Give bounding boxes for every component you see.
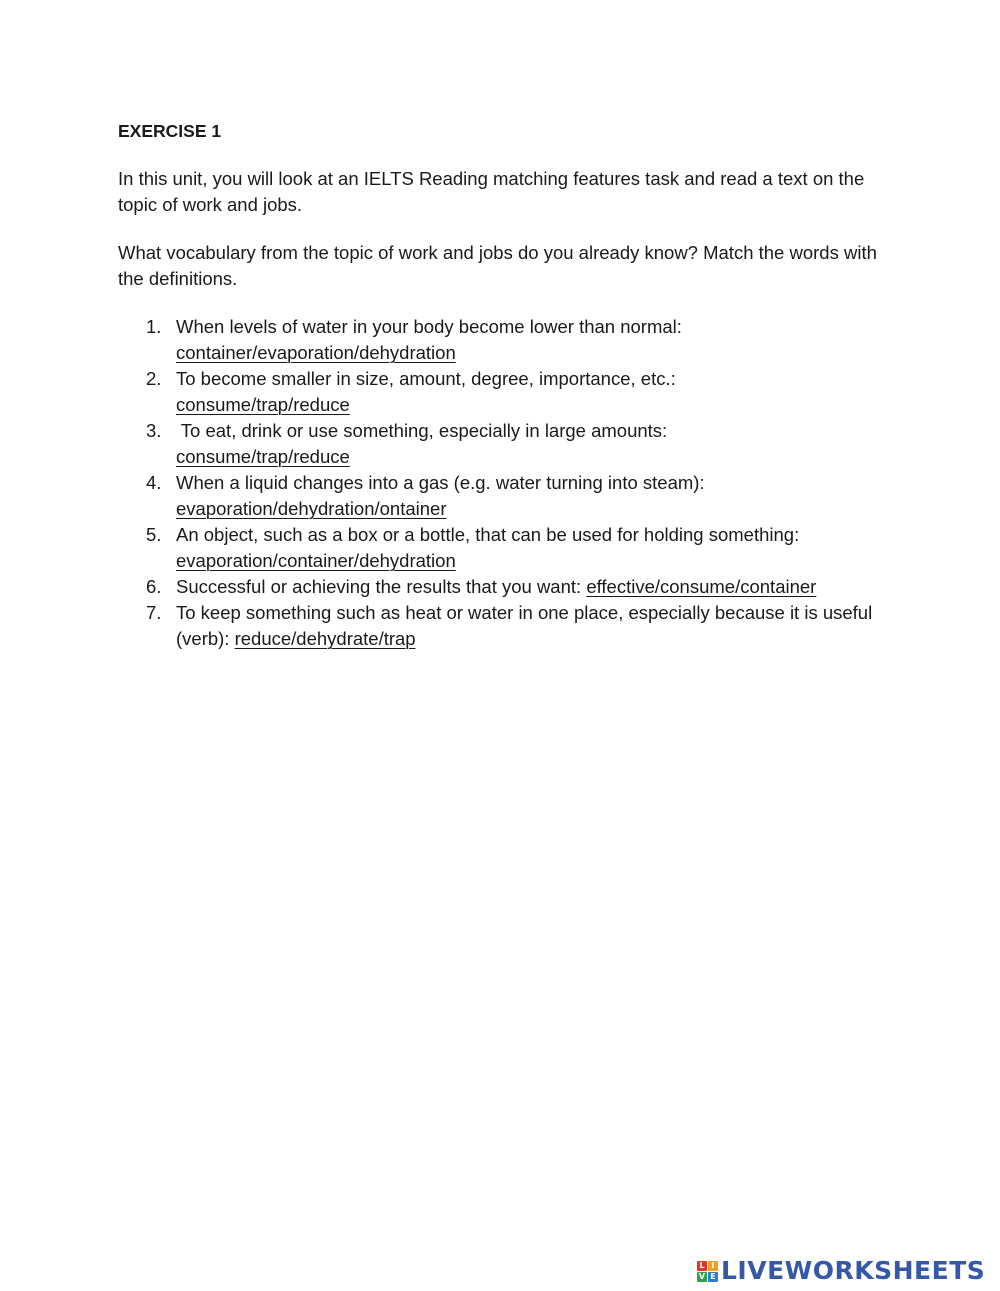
live-blocks-icon bbox=[697, 1261, 718, 1282]
item-number: 4. bbox=[146, 472, 162, 493]
answer-options[interactable]: evaporation/dehydration/ontainer bbox=[176, 498, 447, 519]
item-number: 6. bbox=[146, 576, 162, 597]
answer-options[interactable]: evaporation/container/dehydration bbox=[176, 550, 456, 571]
logo-letter: L bbox=[697, 1261, 707, 1271]
answer-options[interactable]: reduce/dehydrate/trap bbox=[234, 628, 416, 649]
list-item bbox=[118, 600, 878, 652]
list-item bbox=[118, 418, 878, 470]
item-number: 5. bbox=[146, 524, 162, 545]
definition-list bbox=[118, 314, 878, 652]
item-definition: To eat, drink or use something, especially in large amounts: bbox=[176, 420, 668, 441]
liveworksheets-logo bbox=[697, 1257, 985, 1285]
item-definition: To become smaller in size, amount, degree, importance, etc.: bbox=[176, 368, 676, 389]
item-definition: To keep something such as heat or water in one place, especially because it is useful (verb): bbox=[176, 602, 873, 649]
answer-options[interactable]: container/evaporation/dehydration bbox=[176, 342, 456, 363]
item-definition: When a liquid changes into a gas (e.g. water turning into steam): bbox=[176, 472, 705, 493]
answer-options[interactable]: consume/trap/reduce bbox=[176, 394, 350, 415]
item-number: 7. bbox=[146, 602, 162, 623]
brand-name: LIVEWORKSHEETS bbox=[721, 1256, 986, 1285]
item-number: 2. bbox=[146, 368, 162, 389]
item-number: 3. bbox=[146, 420, 162, 441]
answer-options[interactable]: effective/consume/container bbox=[586, 576, 817, 597]
item-number: 1. bbox=[146, 316, 162, 337]
worksheet-page bbox=[118, 118, 878, 652]
logo-letter: E bbox=[708, 1272, 718, 1282]
answer-options[interactable]: consume/trap/reduce bbox=[176, 446, 350, 467]
list-item bbox=[118, 574, 878, 600]
list-item bbox=[118, 470, 878, 522]
exercise-title: EXERCISE 1 bbox=[118, 121, 222, 141]
item-definition: When levels of water in your body become lower than normal: bbox=[176, 316, 682, 337]
logo-letter: I bbox=[708, 1261, 718, 1271]
list-item bbox=[118, 522, 878, 574]
logo-letter: V bbox=[698, 1271, 706, 1281]
list-item bbox=[118, 314, 878, 366]
instruction-paragraph: What vocabulary from the topic of work and jobs do you already know? Match the words with the definitions. bbox=[118, 242, 877, 289]
intro-paragraph: In this unit, you will look at an IELTS Reading matching features task and read a text on the topic of work and jobs. bbox=[118, 168, 865, 215]
list-item bbox=[118, 366, 878, 418]
item-definition: An object, such as a box or a bottle, that can be used for holding something: bbox=[176, 524, 800, 545]
item-definition: Successful or achieving the results that you want: bbox=[176, 576, 587, 597]
